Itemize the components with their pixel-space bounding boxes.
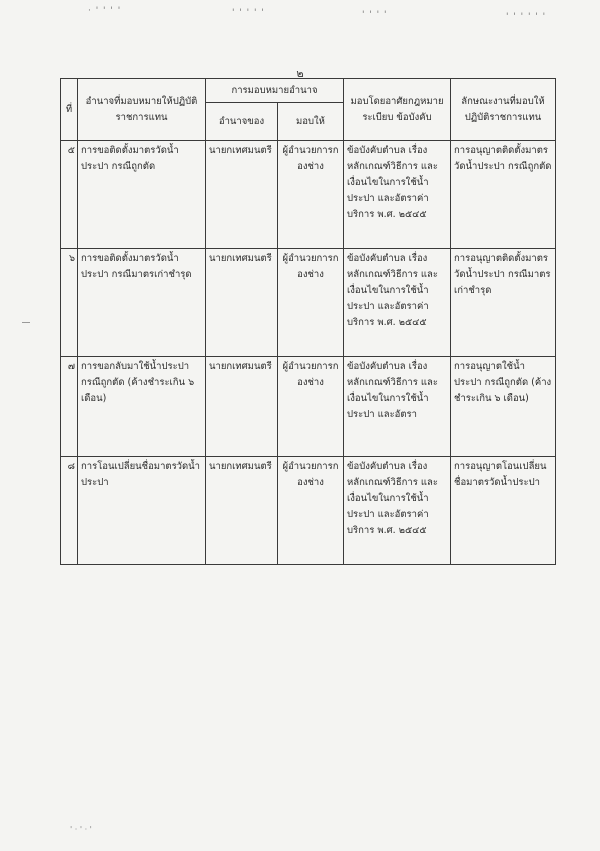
table-row <box>61 357 556 457</box>
header-no: ที่ <box>61 79 78 141</box>
row-legal-basis: ข้อบังคับตำบล เรื่อง หลักเกณฑ์วิธีการ และเงื่อนไขในการใช้น้ำประปา และอัตราค่าบริการ พ.ศ. ๒๕๔๕ <box>344 457 451 565</box>
scan-artifact: ' ' ' ' ' <box>232 8 265 18</box>
row-number: ๕ <box>61 141 78 249</box>
scan-artifact <box>22 322 30 323</box>
row-characteristics: การอนุญาตใช้น้ำประปา กรณีถูกตัด (ค้างชำระเกิน ๖ เดือน) <box>451 357 556 457</box>
row-number: ๖ <box>61 249 78 357</box>
row-legal-basis: ข้อบังคับตำบล เรื่อง หลักเกณฑ์วิธีการ และเงื่อนไขในการใช้น้ำประปา และอัตรา <box>344 357 451 457</box>
scan-artifact: ' · ' · ' <box>70 825 92 834</box>
row-delegate-to: ผู้อำนวยการกองช่าง <box>278 141 344 249</box>
header-delegation-group: การมอบหมายอำนาจ <box>206 79 344 103</box>
table-row <box>61 249 556 357</box>
row-delegate-to: ผู้อำนวยการกองช่าง <box>278 357 344 457</box>
delegation-table <box>60 78 556 565</box>
header-authority-of: อำนาจของ <box>206 103 278 141</box>
row-task: การขอติดตั้งมาตรวัดน้ำประปา กรณีมาตรเก่าชำรุด <box>78 249 206 357</box>
row-legal-basis: ข้อบังคับตำบล เรื่อง หลักเกณฑ์วิธีการ และเงื่อนไขในการใช้น้ำประปา และอัตราค่าบริการ พ.ศ. ๒๕๔๕ <box>344 249 451 357</box>
row-delegate-to: ผู้อำนวยการกองช่าง <box>278 457 344 565</box>
header-legal-basis: มอบโดยอาศัยกฎหมาย ระเบียบ ข้อบังคับ <box>344 79 451 141</box>
header-delegate-to: มอบให้ <box>278 103 344 141</box>
header-characteristics: ลักษณะงานที่มอบให้ปฏิบัติราชการแทน <box>451 79 556 141</box>
page-number: ๒ <box>296 67 304 80</box>
scan-artifact: ' ' ' ' <box>362 10 388 20</box>
scan-artifact: · ' ' ' ' <box>88 6 122 16</box>
row-characteristics: การอนุญาตติดตั้งมาตรวัดน้ำประปา กรณีมาตรเก่าชำรุด <box>451 249 556 357</box>
row-characteristics: การอนุญาตโอนเปลี่ยนชื่อมาตรวัดน้ำประปา <box>451 457 556 565</box>
scan-artifact: ' ' ' ' ' ' <box>506 12 547 22</box>
row-authority-of: นายกเทศมนตรี <box>206 357 278 457</box>
row-authority-of: นายกเทศมนตรี <box>206 457 278 565</box>
row-authority-of: นายกเทศมนตรี <box>206 249 278 357</box>
row-authority-of: นายกเทศมนตรี <box>206 141 278 249</box>
row-task: การโอนเปลี่ยนชื่อมาตรวัดน้ำประปา <box>78 457 206 565</box>
row-task: การขอกลับมาใช้น้ำประปา กรณีถูกตัด (ค้างชำระเกิน ๖ เดือน) <box>78 357 206 457</box>
row-delegate-to: ผู้อำนวยการกองช่าง <box>278 249 344 357</box>
table-row <box>61 457 556 565</box>
header-task: อำนาจที่มอบหมายให้ปฏิบัติราชการแทน <box>78 79 206 141</box>
row-characteristics: การอนุญาตติดตั้งมาตรวัดน้ำประปา กรณีถูกตัด <box>451 141 556 249</box>
row-legal-basis: ข้อบังคับตำบล เรื่อง หลักเกณฑ์วิธีการ และเงื่อนไขในการใช้น้ำประปา และอัตราค่าบริการ พ.ศ. ๒๕๔๕ <box>344 141 451 249</box>
row-number: ๘ <box>61 457 78 565</box>
row-number: ๗ <box>61 357 78 457</box>
row-task: การขอติดตั้งมาตรวัดน้ำประปา กรณีถูกตัด <box>78 141 206 249</box>
table-row <box>61 141 556 249</box>
